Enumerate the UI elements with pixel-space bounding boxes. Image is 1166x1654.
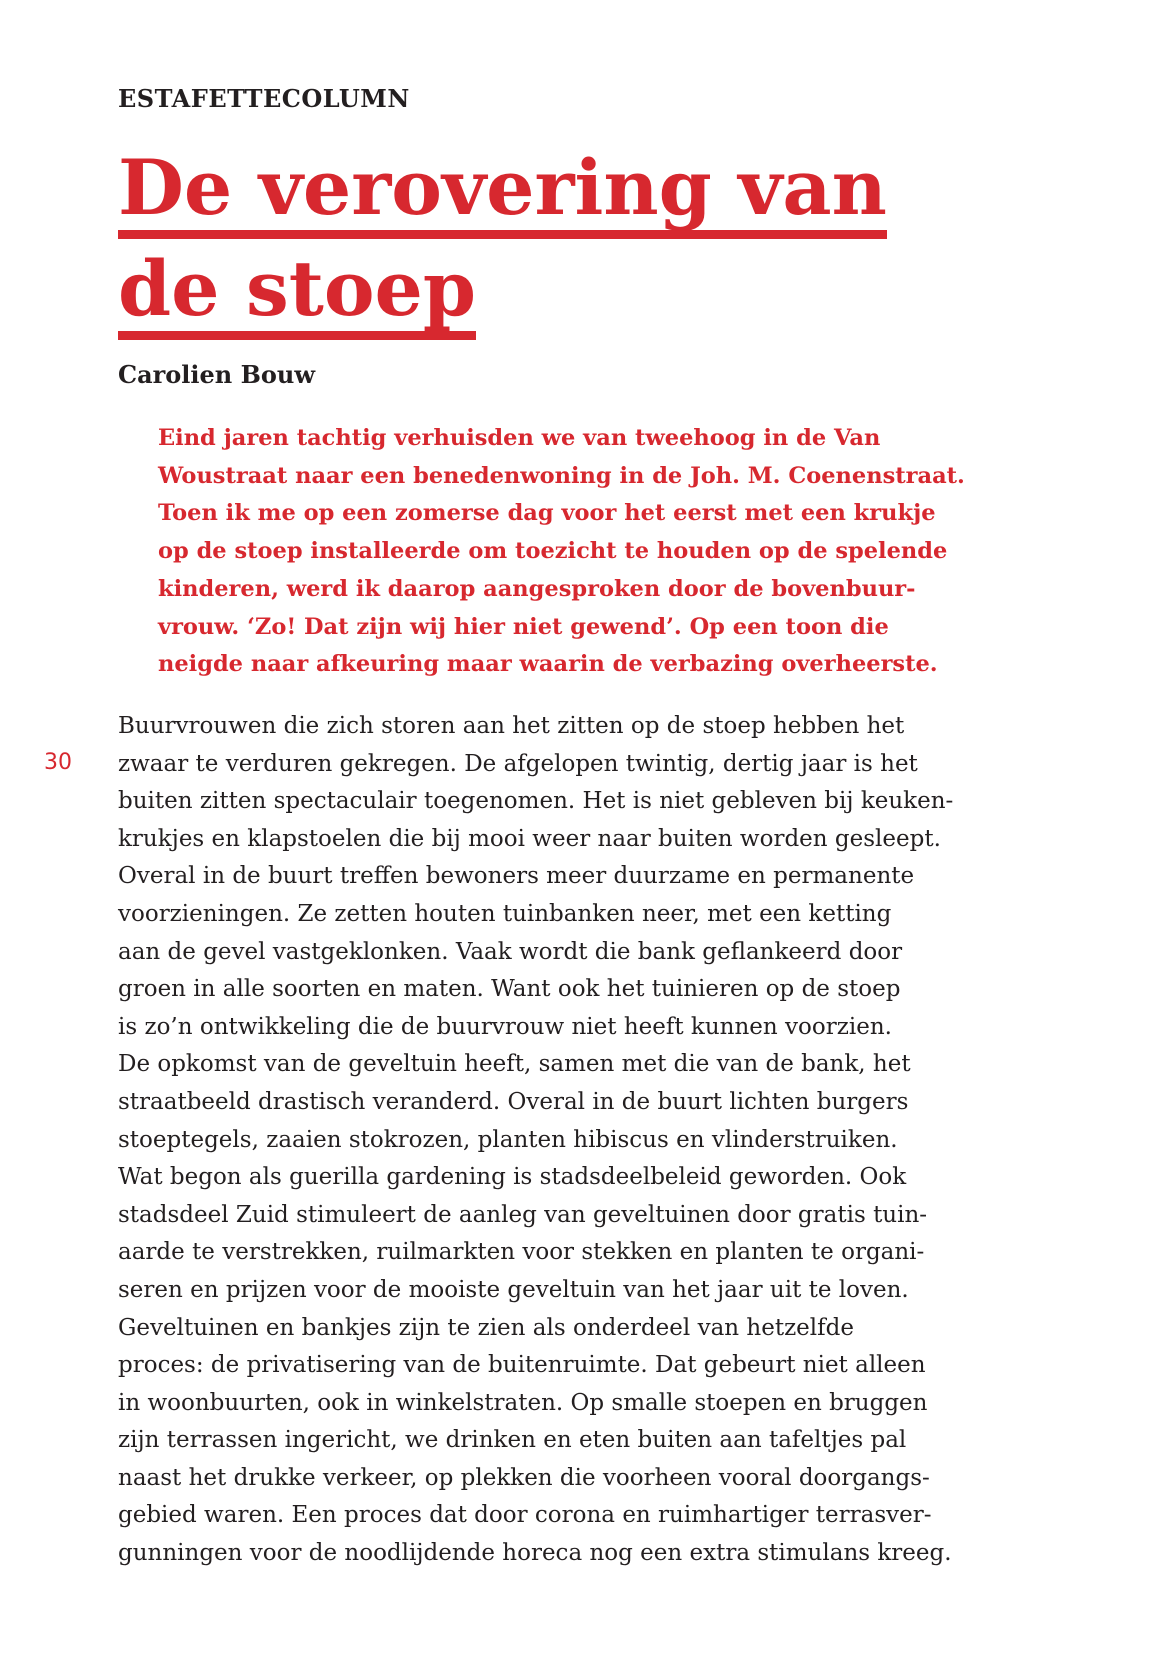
body-line: zijn terrassen ingericht, we drinken en eten buiten aan tafeltjes pal <box>118 1427 907 1454</box>
body-line: in woonbuurten, ook in winkelstraten. Op smalle stoepen en bruggen <box>118 1389 928 1416</box>
body-line: Geveltuinen en bankjes zijn te zien als onderdeel van hetzelfde <box>118 1314 854 1341</box>
lead-line: op de stoep installeerde om toezicht te houden op de spelende <box>158 538 948 565</box>
body-line: aan de gevel vastgeklonken. Vaak wordt die bank geflankeerd door <box>118 938 903 965</box>
title-line: De verovering van <box>118 148 887 239</box>
body-line: stoeptegels, zaaien stokrozen, planten hibiscus en vlinderstruiken. <box>118 1126 898 1153</box>
body-paragraph <box>118 708 998 1573</box>
section-label: ESTAFETTECOLUMN <box>118 84 410 113</box>
article-title <box>118 138 1018 340</box>
lead-paragraph <box>158 420 998 684</box>
lead-line: Toen ik me op een zomerse dag voor het eerst met een krukje <box>158 500 936 527</box>
author-name: Carolien Bouw <box>118 360 316 389</box>
body-line: naast het drukke verkeer, op plekken die voorheen vooral doorgangs- <box>118 1464 930 1491</box>
body-line: groen in alle soorten en maten. Want ook het tuinieren op de stoep <box>118 976 901 1003</box>
lead-line: kinderen, werd ik daarop aangesproken door de bovenbuur- <box>158 575 916 602</box>
body-line: gebied waren. Een proces dat door corona en ruimhartiger terrasver- <box>118 1502 932 1529</box>
body-line: gunningen voor de noodlijdende horeca nog een extra stimulans kreeg. <box>118 1540 952 1567</box>
body-line: seren en prijzen voor de mooiste geveltuin van het jaar uit te loven. <box>118 1276 909 1303</box>
body-line: stadsdeel Zuid stimuleert de aanleg van geveltuinen door gratis tuin- <box>118 1201 928 1228</box>
body-line: is zo’n ontwikkeling die de buurvrouw niet heeft kunnen voorzien. <box>118 1013 892 1040</box>
body-line: zwaar te verduren gekregen. De afgelopen twintig, dertig jaar is het <box>118 750 918 777</box>
body-line: Buurvrouwen die zich storen aan het zitten op de stoep hebben het <box>118 713 905 739</box>
page-number: 30 <box>44 750 72 775</box>
lead-line: Eind jaren tachtig verhuisden we van tweehoog in de Van <box>158 425 881 451</box>
title-line: de stoep <box>118 249 476 340</box>
body-line: De opkomst van de geveltuin heeft, samen met die van de bank, het <box>118 1051 911 1078</box>
body-line: Overal in de buurt treffen bewoners meer duurzame en permanente <box>118 863 915 890</box>
body-line: proces: de privatisering van de buitenruimte. Dat gebeurt niet alleen <box>118 1352 926 1379</box>
body-line: buiten zitten spectaculair toegenomen. Het is niet gebleven bij keuken- <box>118 788 954 815</box>
lead-line: vrouw. ‘Zo! Dat zijn wij hier niet gewend’. Op een toon die <box>158 613 889 640</box>
body-line: krukjes en klapstoelen die bij mooi weer naar buiten worden gesleept. <box>118 825 941 852</box>
lead-line: neigde naar afkeuring maar waarin de verbazing overheerste. <box>158 651 938 678</box>
body-line: Wat begon als guerilla gardening is stadsdeelbeleid geworden. Ook <box>118 1164 907 1191</box>
body-line: straatbeeld drastisch veranderd. Overal in de buurt lichten burgers <box>118 1088 909 1115</box>
body-line: aarde te verstrekken, ruilmarkten voor stekken en planten te organi- <box>118 1239 925 1266</box>
body-line: voorzieningen. Ze zetten houten tuinbanken neer, met een ketting <box>118 900 892 927</box>
lead-line: Woustraat naar een benedenwoning in de Joh. M. Coenenstraat. <box>158 462 965 489</box>
